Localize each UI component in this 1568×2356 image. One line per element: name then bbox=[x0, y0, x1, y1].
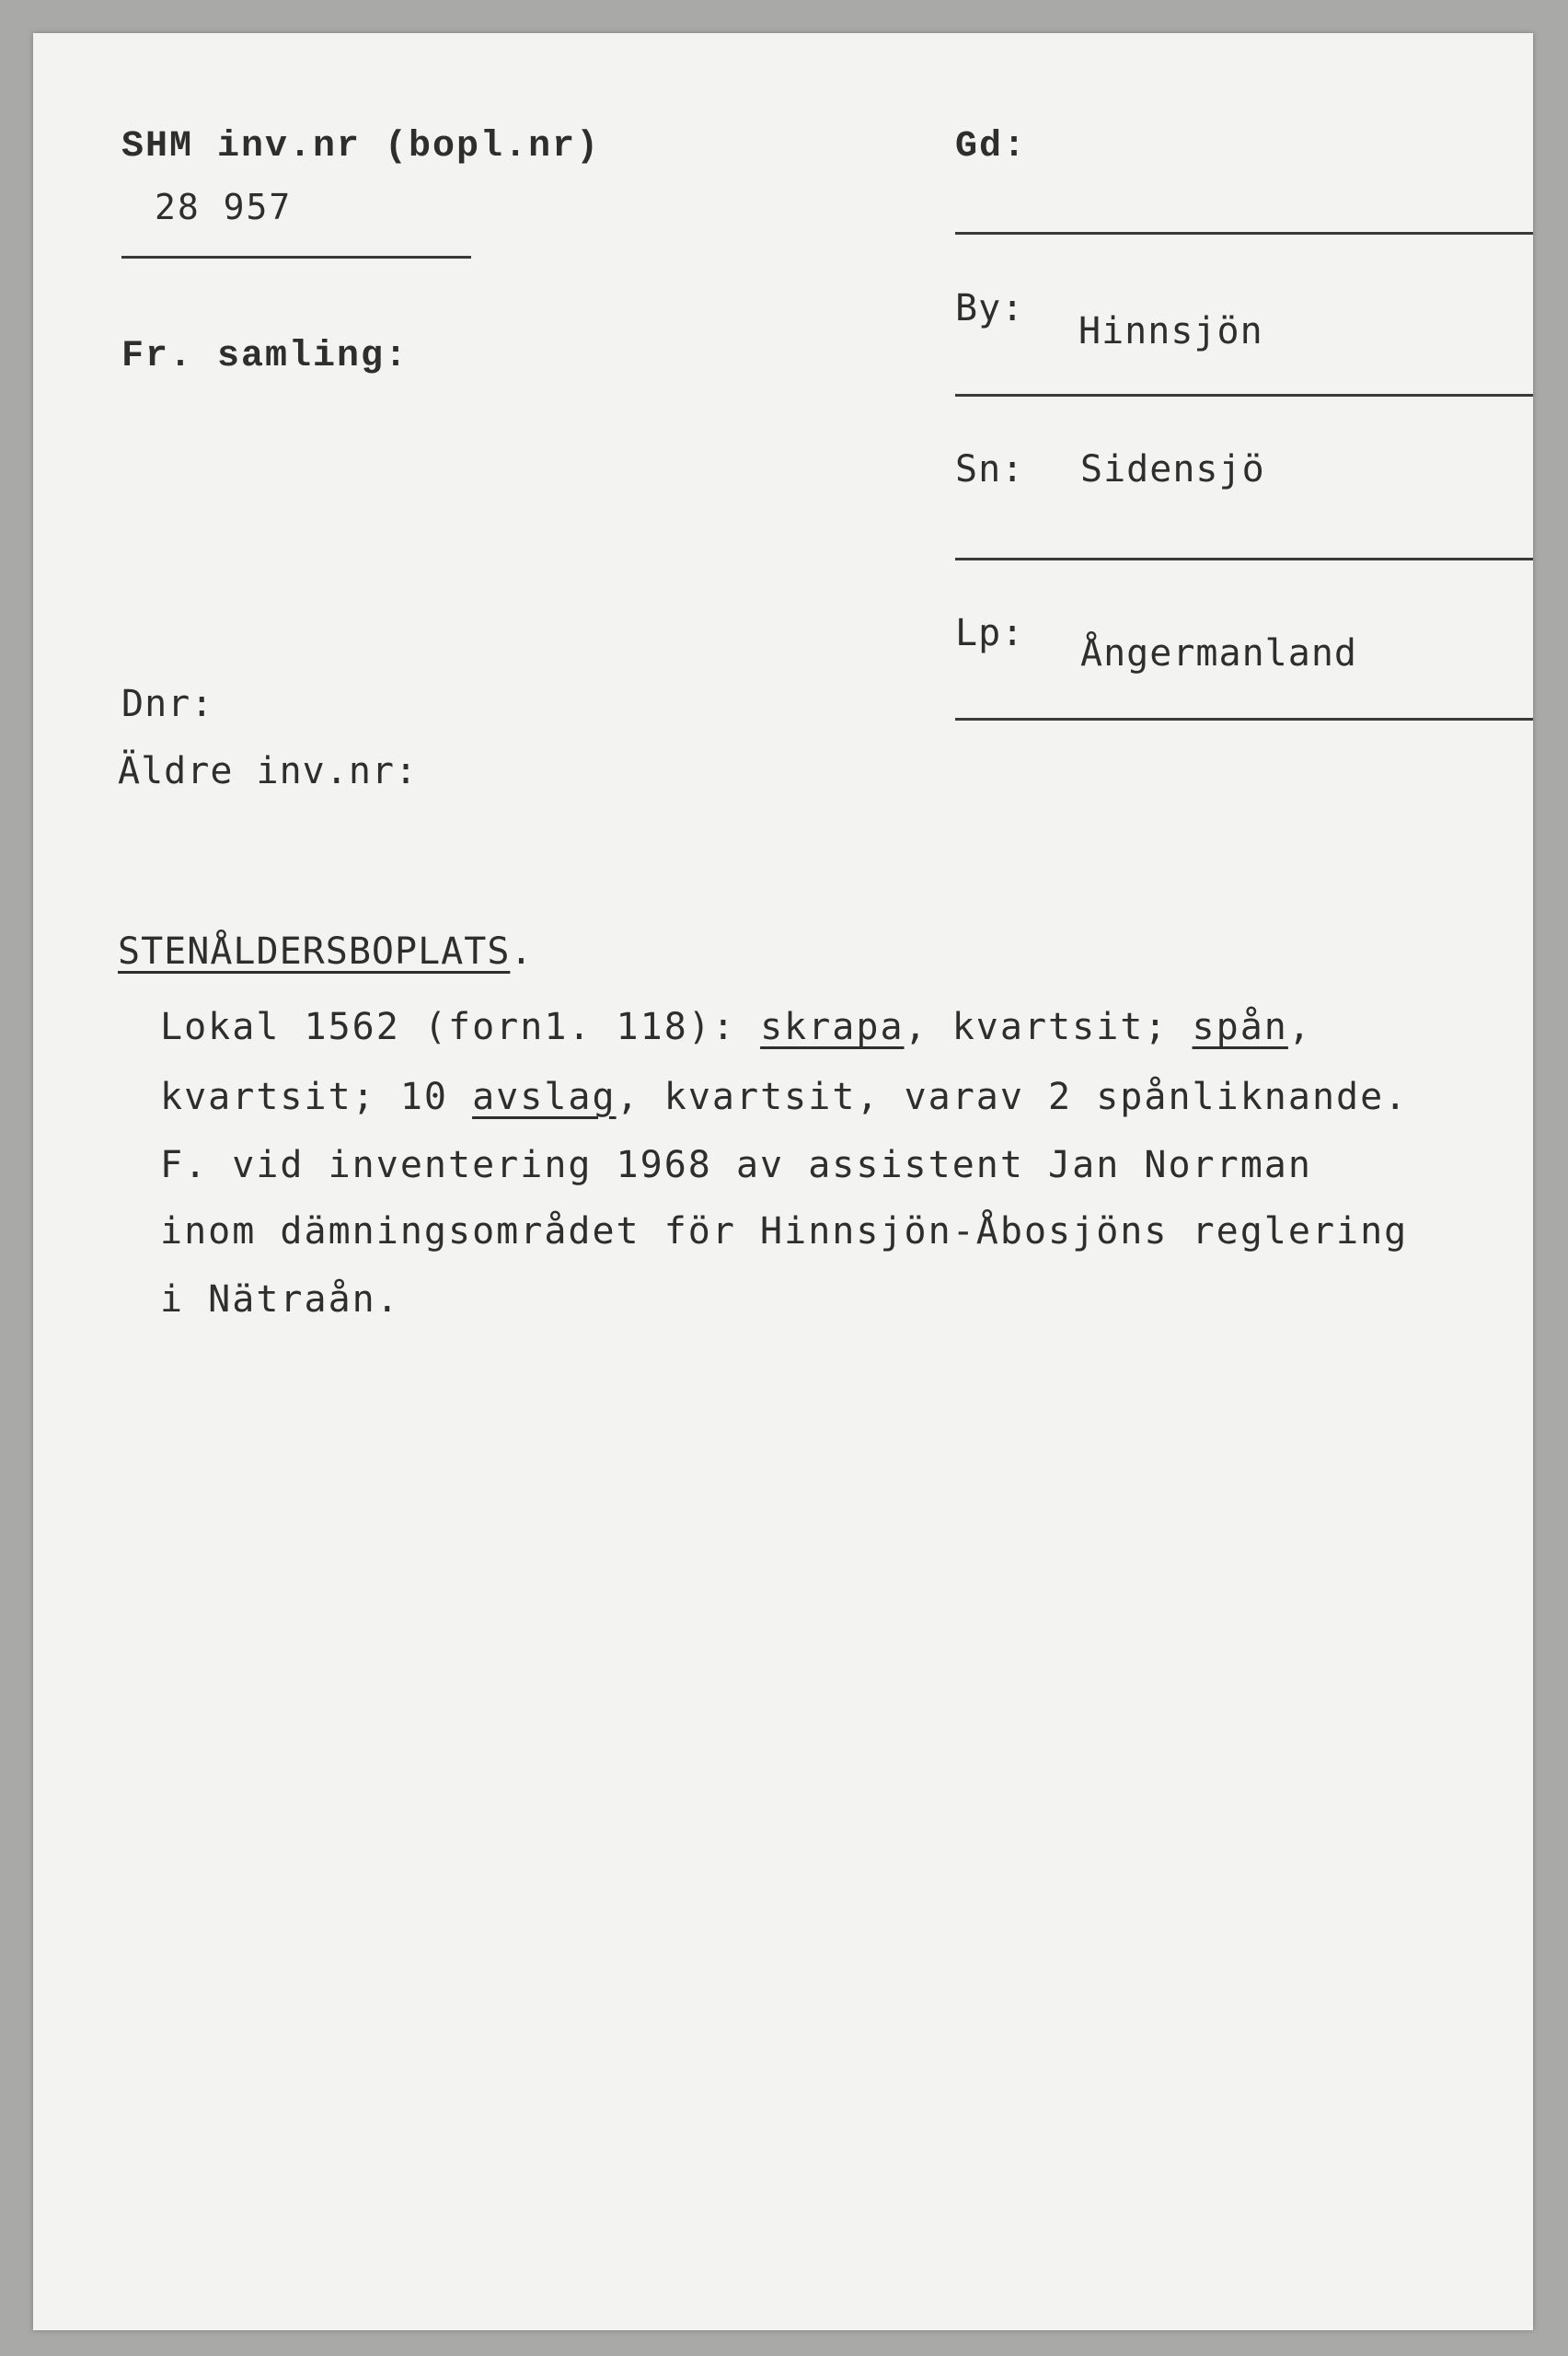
by-label: By: bbox=[955, 287, 1025, 329]
line1-part-e: , bbox=[1287, 1006, 1312, 1048]
collection-label: Fr. samling: bbox=[121, 336, 409, 377]
lp-label: Lp: bbox=[955, 612, 1025, 654]
line1-part-a: Lokal 1562 (forn1. 118): bbox=[160, 1006, 761, 1048]
sn-rule bbox=[955, 558, 1533, 560]
body-line-3: F. vid inventering 1968 av assistent Jan Norrman bbox=[160, 1144, 1312, 1186]
line2-avslag: avslag bbox=[472, 1076, 617, 1118]
by-rule bbox=[955, 394, 1533, 397]
line2-part-c: , kvartsit, varav 2 spånliknande. bbox=[616, 1076, 1409, 1118]
heading bbox=[118, 930, 534, 973]
gd-label: Gd: bbox=[955, 126, 1028, 167]
line2-part-a: kvartsit; 10 bbox=[160, 1076, 473, 1118]
inv-number-label: SHM inv.nr (bopl.nr) bbox=[121, 126, 601, 167]
inv-number-value: 28 957 bbox=[155, 187, 293, 227]
line1-span: spån bbox=[1192, 1006, 1288, 1048]
line1-part-c: , kvartsit; bbox=[904, 1006, 1193, 1048]
body-line-4: inom dämningsområdet för Hinnsjön-Åbosjöns reglering bbox=[160, 1210, 1409, 1253]
older-inv-label: Äldre inv.nr: bbox=[118, 750, 419, 792]
inv-number-underline bbox=[121, 256, 471, 259]
lp-rule bbox=[955, 718, 1533, 721]
sn-value: Sidensjö bbox=[1080, 448, 1265, 491]
by-value: Hinnsjön bbox=[1078, 310, 1263, 352]
body-line-5: i Nätraån. bbox=[160, 1278, 400, 1321]
body-line-2 bbox=[160, 1076, 1409, 1118]
sn-label: Sn: bbox=[955, 448, 1025, 491]
heading-period: . bbox=[510, 930, 534, 973]
body-line-1 bbox=[160, 1006, 1312, 1048]
heading-text: STENÅLDERSBOPLATS bbox=[118, 930, 511, 973]
line1-skrapa: skrapa bbox=[760, 1006, 905, 1048]
lp-value: Ångermanland bbox=[1080, 632, 1357, 675]
dnr-label: Dnr: bbox=[121, 683, 214, 725]
gd-rule bbox=[955, 232, 1533, 235]
